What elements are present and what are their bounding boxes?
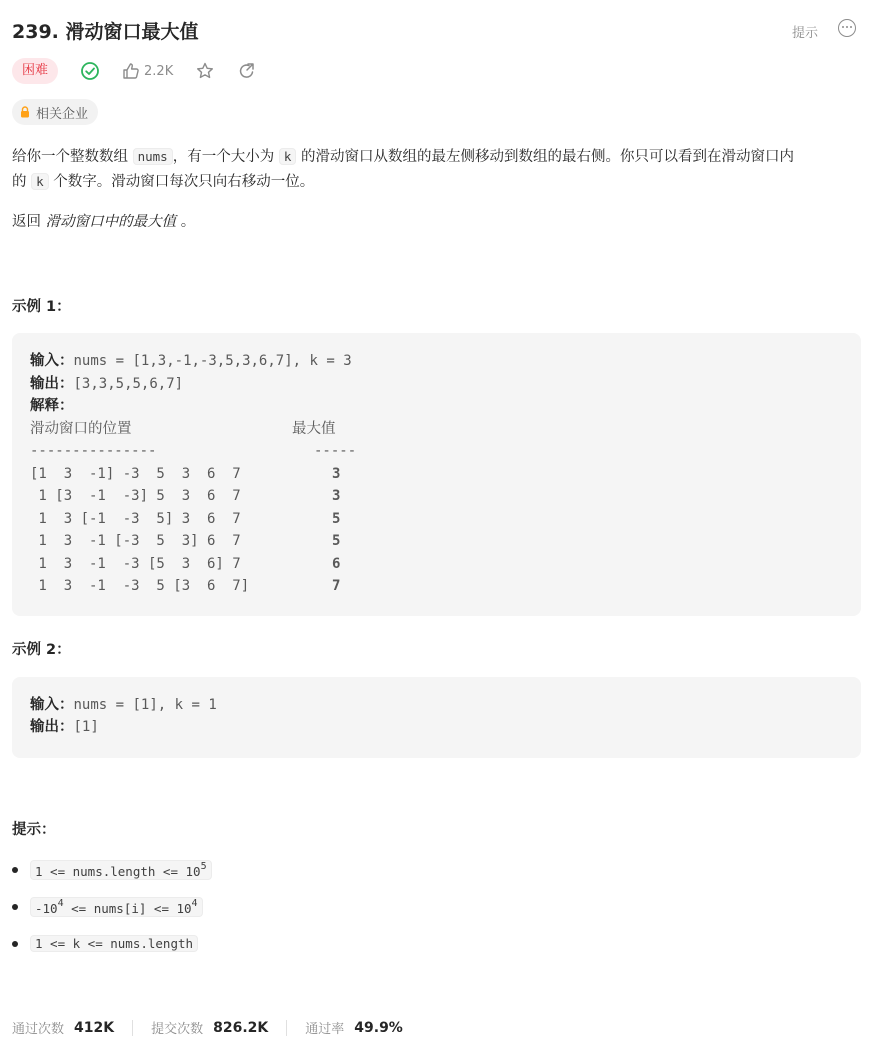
desc-text: 的滑动窗口从数组的最左侧移动到数组的最右侧。你只可以看到在滑动窗口内 — [296, 149, 794, 165]
col-max-header: 最大值 — [292, 421, 336, 437]
problem-title[interactable]: 239. 滑动窗口最大值 — [12, 21, 199, 43]
solved-status — [80, 61, 100, 81]
col-window-header: 滑动窗口的位置 — [30, 421, 132, 437]
more-options-button[interactable] — [838, 19, 856, 37]
star-icon — [195, 61, 215, 81]
example-2-input — [30, 694, 217, 716]
problem-description — [12, 145, 864, 194]
meta-row — [12, 58, 257, 84]
input-label: 输入： — [30, 353, 74, 369]
bullet-icon — [12, 867, 18, 873]
window-max: 5 — [332, 510, 341, 527]
related-companies-tag[interactable] — [12, 99, 98, 125]
constraint-item — [12, 935, 198, 952]
check-circle-icon — [80, 61, 100, 81]
ellipsis-icon — [842, 26, 852, 29]
example-2-output — [30, 716, 99, 738]
difficulty-badge: 困难 — [12, 58, 58, 84]
problem-goal — [12, 211, 195, 234]
constraint-exponent: 4 — [191, 898, 198, 909]
like-button[interactable] — [122, 62, 173, 80]
constraint-exponent: 4 — [57, 898, 64, 909]
title-row — [12, 16, 864, 44]
window-position: 1 3 [-1 -3 5] 3 6 7 — [30, 510, 241, 527]
example-1-input — [30, 350, 352, 372]
explain-label: 解释： — [30, 398, 74, 414]
constraint-code — [30, 860, 212, 880]
example-1-explain — [30, 395, 74, 417]
window-table-header — [30, 418, 336, 440]
window-position: [1 3 -1] -3 5 3 6 7 — [30, 466, 241, 482]
example-1-heading: 示例 1： — [12, 299, 71, 315]
desc-text: 。 — [176, 214, 196, 230]
bullet-icon — [12, 941, 18, 947]
accepted-label: 通过次数 — [12, 1022, 65, 1037]
accepted-value: 412K — [74, 1019, 115, 1036]
divider — [286, 1020, 287, 1036]
acceptance-rate-value: 49.9% — [354, 1019, 403, 1036]
hint-link[interactable]: 提示 — [791, 26, 818, 41]
divider — [132, 1020, 133, 1036]
desc-text: 返回 — [12, 214, 46, 230]
output-label: 输出： — [30, 376, 74, 392]
bullet-icon — [12, 904, 18, 910]
constraint-text: <= nums[i] <= 10 — [63, 901, 192, 916]
inline-code: k — [31, 173, 49, 190]
company-tag-label: 相关企业 — [36, 106, 89, 122]
constraint-item — [12, 860, 212, 880]
constraint-code: 1 <= k <= nums.length — [30, 935, 198, 952]
like-count: 2.2K — [144, 63, 174, 79]
divider-max: ----- — [314, 443, 357, 459]
constraint-text: 1 <= nums.length <= 10 — [35, 864, 201, 879]
window-row — [30, 485, 340, 507]
window-max: 5 — [332, 533, 341, 550]
constraint-code — [30, 897, 203, 917]
thumbs-up-icon — [122, 62, 140, 80]
window-table-divider — [30, 440, 356, 462]
constraint-exponent: 5 — [200, 861, 207, 872]
output-value: [1] — [73, 719, 99, 735]
output-value: [3,3,5,5,6,7] — [73, 376, 184, 392]
acceptance-rate-label: 通过率 — [305, 1022, 345, 1037]
window-row — [30, 508, 340, 530]
favorite-button[interactable] — [195, 61, 215, 81]
share-icon — [237, 61, 257, 81]
window-row — [30, 530, 340, 552]
desc-emphasis: 滑动窗口中的最大值 — [45, 214, 177, 230]
desc-text: 给你一个整数数组 — [12, 149, 133, 165]
inline-code: k — [279, 148, 297, 165]
input-value: nums = [1], k = 1 — [73, 697, 217, 713]
output-label: 输出： — [30, 719, 74, 735]
window-position: 1 [3 -1 -3] 5 3 6 7 — [30, 488, 241, 505]
divider-window: --------------- — [30, 443, 157, 459]
example-1-box — [12, 333, 861, 616]
desc-text: 个数字。滑动窗口每次只向右移动一位。 — [48, 173, 315, 190]
window-position: 1 3 -1 [-3 5 3] 6 7 — [30, 533, 241, 550]
constraint-text: -10 — [35, 901, 58, 916]
window-row — [30, 575, 340, 597]
window-position: 1 3 -1 -3 5 [3 6 7] — [30, 578, 250, 594]
example-2-heading: 示例 2： — [12, 642, 71, 658]
window-max: 7 — [332, 578, 341, 594]
window-max: 3 — [332, 466, 341, 482]
window-max: 6 — [332, 555, 341, 572]
desc-text: ，有一个大小为 — [172, 149, 279, 165]
window-row — [30, 553, 340, 575]
submissions-value: 826.2K — [213, 1019, 269, 1036]
submissions-label: 提交次数 — [151, 1022, 204, 1037]
window-position: 1 3 -1 -3 [5 3 6] 7 — [30, 555, 241, 572]
constraint-item — [12, 897, 203, 917]
input-value: nums = [1,3,-1,-3,5,3,6,7], k = 3 — [73, 353, 352, 369]
window-row — [30, 463, 340, 485]
window-max: 3 — [332, 488, 341, 505]
constraints-heading: 提示： — [12, 822, 56, 838]
submission-stats — [12, 1018, 403, 1037]
example-1-output — [30, 373, 183, 395]
desc-text: 的 — [12, 173, 32, 190]
input-label: 输入： — [30, 697, 74, 713]
share-button[interactable] — [237, 61, 257, 81]
inline-code: nums — [133, 148, 173, 165]
example-2-box — [12, 677, 861, 758]
lock-icon — [20, 106, 30, 118]
